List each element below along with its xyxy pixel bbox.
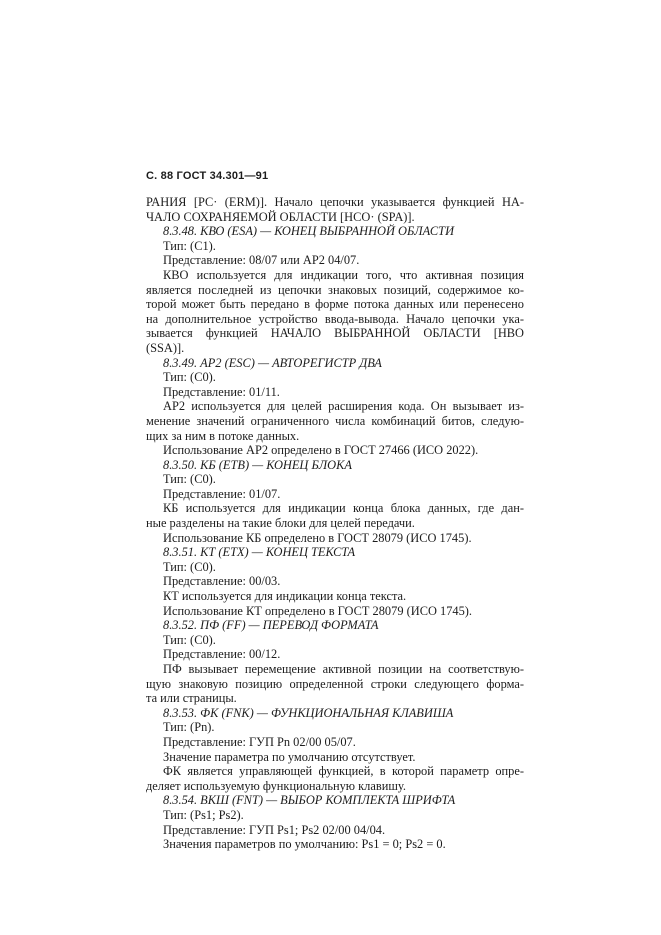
text-line: Представление: 00/03. — [163, 574, 281, 589]
section-heading-8-3-53: 8.3.53. ФК (FNK) — ФУНКЦИОНАЛЬНАЯ КЛАВИША — [163, 705, 454, 720]
text-line: ПФ вызывает перемещение активной позиции на соответствую- — [163, 662, 524, 676]
section-heading-8-3-51: 8.3.51. КТ (ETX) — КОНЕЦ ТЕКСТА — [163, 545, 356, 560]
text-line: щих за ним в потоке данных. — [146, 428, 300, 443]
text-line: Использование АР2 определено в ГОСТ 27466 (ИСО 2022). — [163, 443, 479, 458]
text-line: Тип: (С0). — [163, 472, 216, 487]
text-line: Представление: 01/11. — [163, 384, 280, 399]
document-body — [146, 195, 524, 852]
text-line: (SSA)]. — [146, 340, 185, 355]
text-line: Представление: 08/07 или АР2 04/07. — [163, 253, 360, 268]
text-line: Значения параметров по умолчанию: Рs1 = 0; Рs2 = 0. — [163, 837, 446, 852]
text-line: КВО используется для индикации того, что активная позиция — [163, 267, 524, 282]
text-line: РАНИЯ [РС· (ERM)]. Начало цепочки указывается функцией НА- — [146, 195, 524, 209]
text-line: ФК является управляющей функцией, в которой параметр опре- — [163, 764, 524, 779]
text-line: является последней из цепочки знаковых позиций, содержимое ко- — [146, 282, 524, 297]
text-line: КБ используется для индикации конца блока данных, где дан- — [163, 501, 524, 516]
section-heading-8-3-54: 8.3.54. ВКШ (FNT) — ВЫБОР КОМПЛЕКТА ШРИФТА — [163, 793, 456, 808]
text-line: Представление: ГУП Рn 02/00 05/07. — [163, 734, 356, 749]
text-line: Тип: (С0). — [163, 370, 216, 385]
text-line: менение значений ограниченного числа комбинаций битов, следую- — [146, 413, 524, 428]
text-line: зывается функцией НАЧАЛО ВЫБРАННОЙ ОБЛАСТИ [НВО — [146, 326, 524, 341]
text-line: КТ используется для индикации конца текста. — [163, 589, 407, 604]
text-line: Использование КТ определено в ГОСТ 28079 (ИСО 1745). — [163, 603, 473, 618]
text-line: Тип: (С0). — [163, 559, 216, 574]
text-line: на дополнительное устройство ввода-вывода. Начало цепочки ука- — [146, 311, 524, 326]
text-line: ные разделены на такие блоки для целей передачи. — [146, 516, 415, 531]
section-heading-8-3-52: 8.3.52. ПФ (FF) — ПЕРЕВОД ФОРМАТА — [163, 618, 379, 633]
page-header: С. 88 ГОСТ 34.301—91 — [146, 170, 269, 182]
text-line: Тип: (С0). — [163, 632, 216, 647]
text-line: Представление: 01/07. — [163, 486, 281, 501]
text-line: Представление: ГУП Рs1; Рs2 02/00 04/04. — [163, 822, 386, 837]
text-line: та или страницы. — [146, 691, 237, 706]
section-heading-8-3-49: 8.3.49. АР2 (ESC) — АВТОРЕГИСТР ДВА — [163, 355, 382, 370]
text-line: Тип: (Рn). — [163, 720, 215, 735]
text-line: торой может быть передано в форме потока данных или перенесено — [146, 297, 524, 312]
text-line: Тип: (С1). — [163, 238, 216, 253]
text-line: Представление: 00/12. — [163, 647, 281, 662]
text-line: Значение параметра по умолчанию отсутствует. — [163, 749, 416, 764]
section-heading-8-3-50: 8.3.50. КБ (ETB) — КОНЕЦ БЛОКА — [163, 457, 352, 472]
text-line: деляет используемую функциональную клавишу. — [146, 778, 406, 793]
text-line: щую знаковую позицию определенной строки следующего форма- — [146, 676, 524, 691]
text-line: ЧАЛО СОХРАНЯЕМОЙ ОБЛАСТИ [НСО· (SPA)]. — [146, 209, 415, 224]
text-line: Тип: (Рs1; Рs2). — [163, 807, 244, 822]
section-heading-8-3-48: 8.3.48. КВО (ESA) — КОНЕЦ ВЫБРАННОЙ ОБЛАСТИ — [163, 224, 455, 239]
text-line: АР2 используется для целей расширения кода. Он вызывает из- — [163, 399, 524, 414]
text-line: Использование КБ определено в ГОСТ 28079 (ИСО 1745). — [163, 530, 472, 545]
